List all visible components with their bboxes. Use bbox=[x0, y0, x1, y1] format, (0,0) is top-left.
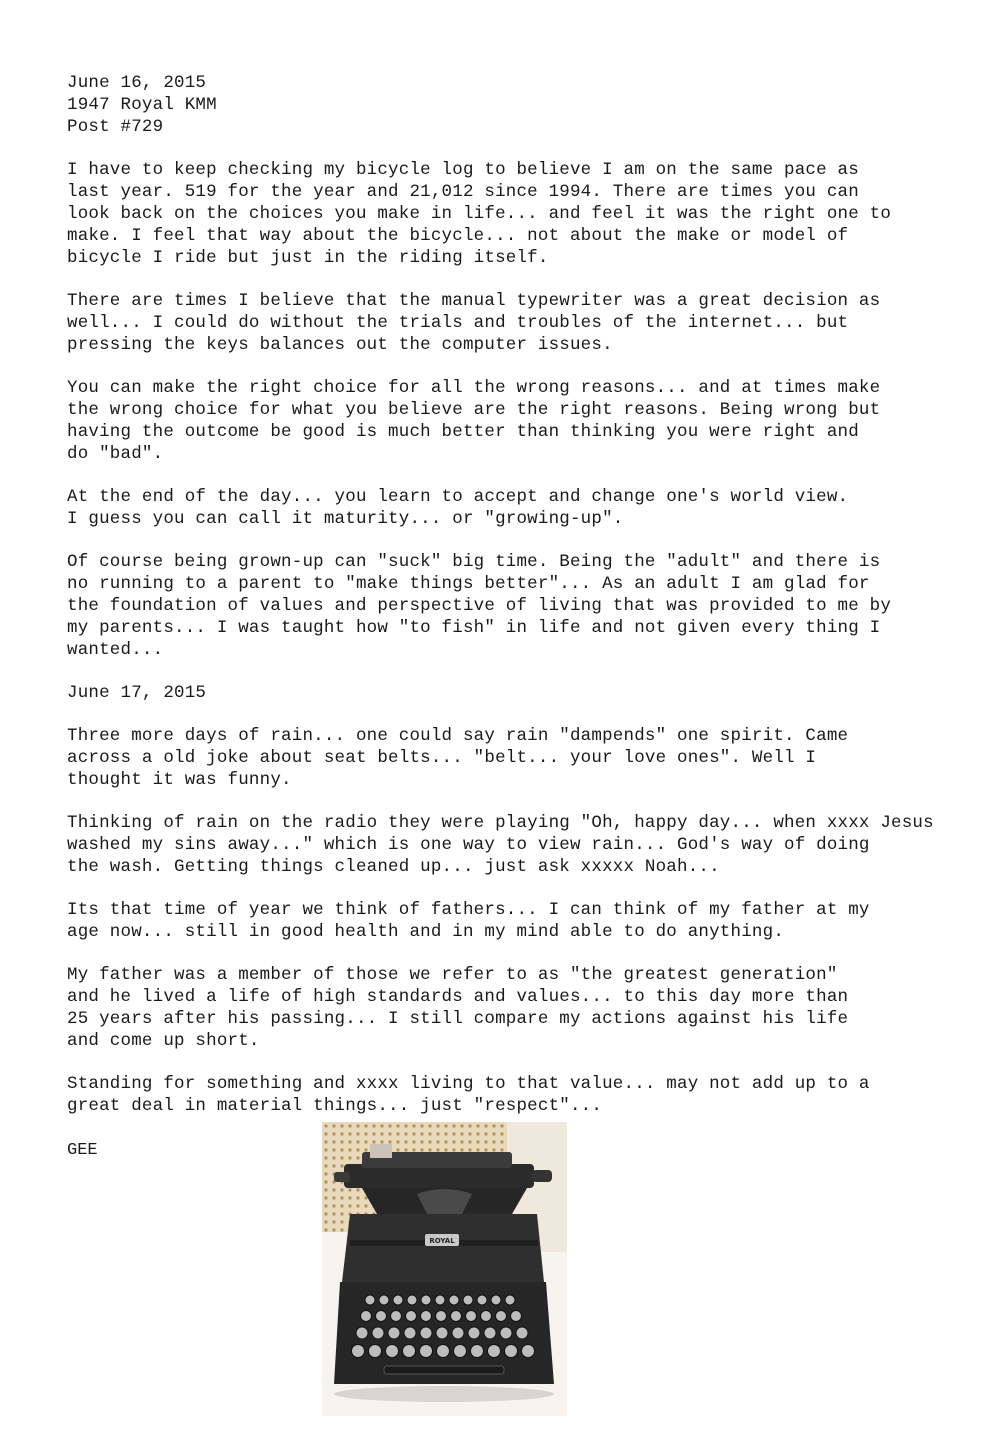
text-line: and come up short. bbox=[67, 1031, 260, 1051]
paragraph bbox=[67, 159, 947, 269]
paragraph bbox=[67, 486, 947, 530]
paragraph bbox=[67, 290, 947, 356]
text-line: well... I could do without the trials and troubles of the internet... but bbox=[67, 313, 849, 333]
paragraph bbox=[67, 899, 947, 943]
text-line: thought it was funny. bbox=[67, 770, 292, 790]
text-line: wanted... bbox=[67, 640, 164, 660]
paragraph bbox=[67, 1073, 947, 1117]
signature: GEE bbox=[67, 1141, 98, 1160]
text-line: Of course being grown-up can "suck" big time. Being the "adult" and there is bbox=[67, 552, 881, 572]
text-line: age now... still in good health and in my mind able to do anything. bbox=[67, 922, 785, 942]
text-line: Thinking of rain on the radio they were playing "Oh, happy day... when xxxx Jesus bbox=[67, 813, 934, 833]
text-line: and he lived a life of high standards and values... to this day more than bbox=[67, 987, 849, 1007]
typed-letter bbox=[67, 72, 947, 1117]
paragraph bbox=[67, 377, 947, 465]
letter-header bbox=[67, 72, 947, 138]
text-line: great deal in material things... just "respect"... bbox=[67, 1096, 603, 1116]
text-line: pressing the keys balances out the computer issues. bbox=[67, 335, 613, 355]
paragraph bbox=[67, 812, 947, 878]
text-line: I guess you can call it maturity... or "growing-up". bbox=[67, 509, 624, 529]
text-line: You can make the right choice for all the wrong reasons... and at times make bbox=[67, 378, 881, 398]
typewriter-icon bbox=[322, 1122, 567, 1416]
entry-date: June 17, 2015 bbox=[67, 683, 207, 703]
text-line: make. I feel that way about the bicycle... not about the make or model of bbox=[67, 226, 849, 246]
text-line: the wrong choice for what you believe are the right reasons. Being wrong but bbox=[67, 400, 881, 420]
text-line: There are times I believe that the manual typewriter was a great decision as bbox=[67, 291, 881, 311]
text-line: At the end of the day... you learn to accept and change one's world view. bbox=[67, 487, 849, 507]
header-typewriter: 1947 Royal KMM bbox=[67, 95, 217, 115]
key-row bbox=[356, 1327, 528, 1339]
text-line: last year. 519 for the year and 21,012 since 1994. There are times you can bbox=[67, 182, 859, 202]
key-row bbox=[352, 1345, 535, 1358]
header-post-number: Post #729 bbox=[67, 117, 164, 137]
key-row bbox=[361, 1311, 522, 1322]
text-line: do "bad". bbox=[67, 444, 164, 464]
paragraph bbox=[67, 725, 947, 791]
paragraph bbox=[67, 551, 947, 661]
text-line: Its that time of year we think of fathers... I can think of my father at my bbox=[67, 900, 870, 920]
text-line: 25 years after his passing... I still compare my actions against his life bbox=[67, 1009, 849, 1029]
brand-badge: ROYAL bbox=[429, 1237, 455, 1245]
key-row bbox=[365, 1295, 515, 1305]
text-line: Standing for something and xxxx living to that value... may not add up to a bbox=[67, 1074, 870, 1094]
text-line: washed my sins away..." which is one way to view rain... God's way of doing bbox=[67, 835, 870, 855]
typewriter-photo bbox=[322, 1122, 567, 1416]
text-line: my parents... I was taught how "to fish" in life and not given every thing I bbox=[67, 618, 881, 638]
text-line: My father was a member of those we refer to as "the greatest generation" bbox=[67, 965, 838, 985]
text-line: the wash. Getting things cleaned up... just ask xxxxx Noah... bbox=[67, 857, 720, 877]
text-line: look back on the choices you make in life... and feel it was the right one to bbox=[67, 204, 892, 224]
text-line: no running to a parent to "make things better"... As an adult I am glad for bbox=[67, 574, 870, 594]
space-bar bbox=[384, 1366, 504, 1374]
paragraph bbox=[67, 964, 947, 1052]
text-line: the foundation of values and perspective of living that was provided to me by bbox=[67, 596, 892, 616]
header-date: June 16, 2015 bbox=[67, 73, 207, 93]
text-line: I have to keep checking my bicycle log to believe I am on the same pace as bbox=[67, 160, 859, 180]
text-line: having the outcome be good is much better than thinking you were right and bbox=[67, 422, 859, 442]
text-line: bicycle I ride but just in the riding itself. bbox=[67, 248, 549, 268]
text-line: across a old joke about seat belts... "belt... your love ones". Well I bbox=[67, 748, 817, 768]
text-line: Three more days of rain... one could say rain "dampends" one spirit. Came bbox=[67, 726, 849, 746]
